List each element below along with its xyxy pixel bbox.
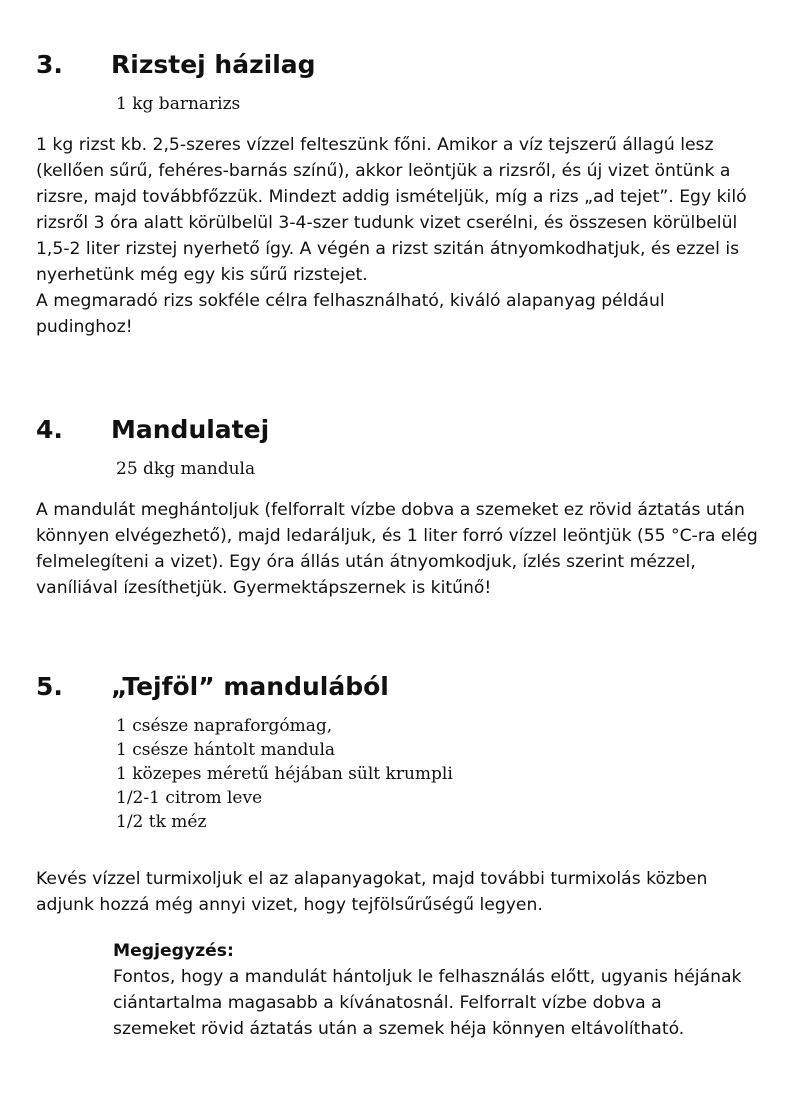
recipe-number: 4. [36,415,63,444]
recipe-4 [36,415,766,601]
recipe-title: Mandulatej [111,415,270,444]
note-text: Fontos, hogy a mandulát hántoljuk le felhasználás előtt, ugyanis héjának ciántartalma magasabb a kívánatosnál. Felforralt vízbe dobva a szemeket rövid áztatás után a szemek héja könnyen eltávolítható. [113,967,742,1039]
ingredient-list [116,714,766,834]
recipe-instructions [36,866,766,918]
ingredient-item: 1 csésze hántolt mandula [116,740,336,760]
recipe-title: „Tejföl” mandulából [111,672,389,701]
ingredient-list [116,92,766,116]
recipe-number: 3. [36,50,63,79]
recipe-heading [36,50,766,80]
ingredient-item: 25 dkg mandula [116,459,256,479]
recipe-number: 5. [36,672,63,701]
instruction-paragraph: A megmaradó rizs sokféle célra felhasználható, kiváló alapanyag például pudinghoz! [36,291,665,337]
recipe-3 [36,50,766,340]
instruction-paragraph: Kevés vízzel turmixoljuk el az alapanyagokat, majd további turmixolás közben adjunk hozzá még annyi vizet, hogy tejfölsűrűségű legyen. [36,869,708,915]
recipe-5 [36,672,766,918]
recipe-instructions [36,132,766,340]
note-block [113,938,743,1042]
ingredient-item: 1 közepes méretű héjában sült krumpli [116,764,453,784]
recipe-heading [36,415,766,445]
ingredient-item: 1/2-1 citrom leve [116,788,263,808]
instruction-paragraph: 1 kg rizst kb. 2,5-szeres vízzel felteszünk főni. Amikor a víz tejszerű állagú lesz (kellően sűrű, fehéres-barnás színű), akkor leöntjük a rizsről, és új vizet öntünk a rizsre, majd továbbfőzzük. Mindezt addig ismételjük, míg a rizs „ad tejet”. Egy kiló rizsről 3 óra alatt körülbelül 3-4-szer tudunk vizet cserélni, és összesen körülbelül 1,5-2 liter rizstej nyerhető így. A végén a rizst szitán átnyomkodhatjuk, és ezzel is nyerhetünk még egy kis sűrű rizstejet. [36,135,747,285]
recipe-title: Rizstej házilag [111,50,316,79]
note-title: Megjegyzés: [113,941,234,961]
instruction-paragraph: A mandulát meghántoljuk (felforralt vízbe dobva a szemeket ez rövid áztatás után könnyen elvégezhető), majd ledaráljuk, és 1 liter forró vízzel leöntjük (55 °C-ra elég felmelegíteni a vizet). Egy óra állás után átnyomkodjuk, ízlés szerint mézzel, vaníliával ízesíthetjük. Gyermektápszernek is kitűnő! [36,500,758,598]
ingredient-item: 1/2 tk méz [116,812,207,832]
ingredient-list [116,457,766,481]
ingredient-item: 1 csésze napraforgómag, [116,716,333,736]
ingredient-item: 1 kg barnarizs [116,94,241,114]
recipe-heading [36,672,766,702]
recipe-instructions [36,497,766,601]
